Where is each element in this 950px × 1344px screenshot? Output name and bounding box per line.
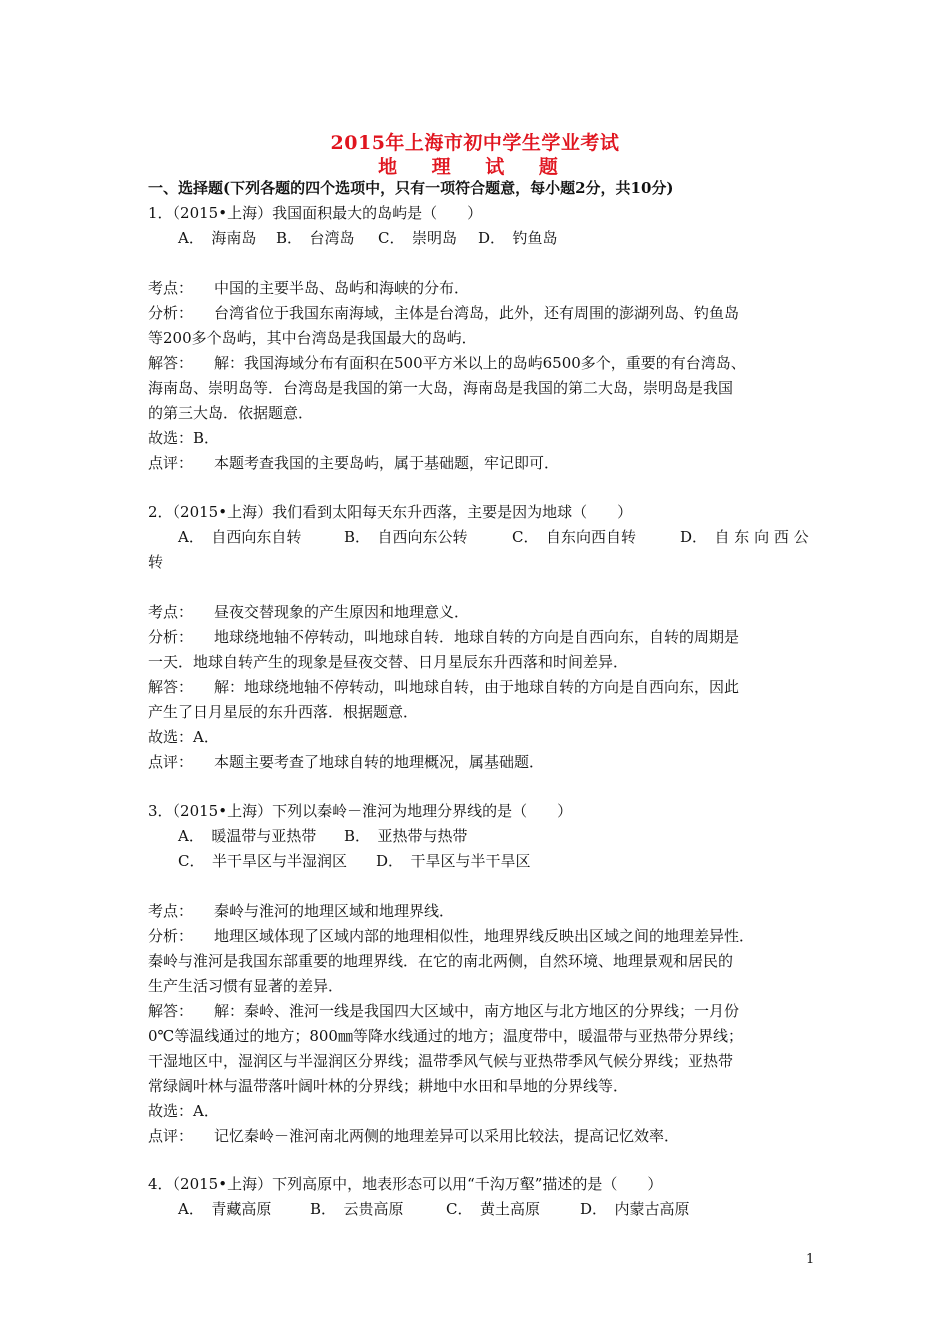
q2-fenxi-text-1: 地球绕地轴不停转动，叫地球自转．地球自转的方向是自西向东，自转的周期是 <box>214 628 740 646</box>
q2-stem: 2．（2015•上海）我们看到太阳每天东升西落，主要是因为地球（ ） <box>148 503 633 521</box>
q1-option-b: B． 台湾岛 <box>276 229 355 247</box>
q4-option-a: A． 青藏高原 <box>178 1200 272 1218</box>
q1-fenxi-text-2: 等200多个岛屿，其中台湾岛是我国最大的岛屿． <box>148 329 477 347</box>
q1-dianping <box>148 453 559 473</box>
q1-option-d: D． 钓鱼岛 <box>478 229 558 247</box>
q2-jieda-label: 解答： <box>148 678 194 696</box>
q2-option-b: B． 自西向东公转 <box>344 528 468 546</box>
q2-jieda <box>148 677 739 697</box>
q1-answer: 故选：B． <box>148 429 220 447</box>
q1-jieda-text-2: 海南岛、崇明岛等．台湾岛是我国的第一大岛，海南岛是我国的第二大岛，崇明岛是我国 <box>148 379 734 397</box>
q2-dianping-label: 点评： <box>148 753 194 771</box>
q1-fenxi-label: 分析： <box>148 304 194 322</box>
q3-fenxi-label: 分析： <box>148 927 194 945</box>
q1-stem: 1．（2015•上海）我国面积最大的岛屿是（ ） <box>148 204 483 222</box>
q3-jieda <box>148 1001 739 1021</box>
q4-stem: 4．（2015•上海）下列高原中，地表形态可以用“千沟万壑”描述的是（ ） <box>148 1175 663 1193</box>
q3-option-d: D． 干旱区与半干旱区 <box>376 852 531 870</box>
q1-jieda-text-1: 解：我国海域分布有面积在500平方米以上的岛屿6500多个，重要的有台湾岛、 <box>214 354 746 372</box>
q1-dianping-label: 点评： <box>148 454 194 472</box>
q2-option-a: A． 自西向东自转 <box>178 528 302 546</box>
section-heading: 一、选择题(下列各题的四个选项中，只有一项符合题意，每小题2分，共10分) <box>148 179 674 197</box>
q4-option-d: D． 内蒙古高原 <box>580 1200 690 1218</box>
q2-option-d-wrap: 转 <box>148 553 164 571</box>
q1-kaodian <box>148 278 469 298</box>
q3-jieda-text-4: 常绿阔叶林与温带落叶阔叶林的分界线；耕地中水田和旱地的分界线等． <box>148 1077 629 1095</box>
q4-option-b: B． 云贵高原 <box>310 1200 404 1218</box>
q2-fenxi-label: 分析： <box>148 628 194 646</box>
q3-fenxi-text-2: 秦岭与淮河是我国东部重要的地理界线．在它的南北两侧，自然环境、地理景观和居民的 <box>148 952 734 970</box>
q3-fenxi-text-3: 生产生活习惯有显著的差异． <box>148 977 344 995</box>
q1-kaodian-label: 考点： <box>148 279 194 297</box>
q3-option-a: A． 暖温带与亚热带 <box>178 827 317 845</box>
q1-kaodian-text: 中国的主要半岛、岛屿和海峡的分布． <box>214 279 470 297</box>
q3-stem: 3．（2015•上海）下列以秦岭－淮河为地理分界线的是（ ） <box>148 802 573 820</box>
q3-jieda-label: 解答： <box>148 1002 194 1020</box>
q3-fenxi <box>148 926 754 946</box>
q2-jieda-text-1: 解：地球绕地轴不停转动，叫地球自转，由于地球自转的方向是自西向东，因此 <box>214 678 740 696</box>
q3-kaodian-text: 秦岭与淮河的地理区域和地理界线． <box>214 902 455 920</box>
exam-subtitle: 地 理 试 题 <box>378 156 572 178</box>
q2-answer: 故选：A． <box>148 728 219 746</box>
q2-kaodian <box>148 602 469 622</box>
q1-fenxi-text-1: 台湾省位于我国东南海域，主体是台湾岛，此外，还有周围的澎湖列岛、钓鱼岛 <box>214 304 740 322</box>
q3-dianping <box>148 1126 679 1146</box>
q1-jieda <box>148 353 746 373</box>
q1-fenxi <box>148 303 739 323</box>
q2-dianping-text: 本题主要考查了地球自转的地理概况，属基础题． <box>214 753 545 771</box>
q3-option-c: C． 半干旱区与半湿润区 <box>178 852 347 870</box>
q2-kaodian-text: 昼夜交替现象的产生原因和地理意义． <box>214 603 470 621</box>
q2-kaodian-label: 考点： <box>148 603 194 621</box>
exam-title: 2015年上海市初中学生学业考试 <box>330 132 620 154</box>
q1-option-a: A． 海南岛 <box>178 229 257 247</box>
q3-dianping-text: 记忆秦岭－淮河南北两侧的地理差异可以采用比较法，提高记忆效率． <box>214 1127 680 1145</box>
page-number: 1 <box>806 1252 815 1267</box>
q3-kaodian-label: 考点： <box>148 902 194 920</box>
q2-fenxi <box>148 627 739 647</box>
q1-option-c: C． 崇明岛 <box>378 229 457 247</box>
q3-jieda-text-2: 0℃等温线通过的地方；800㎜等降水线通过的地方；温度带中，暖温带与亚热带分界线； <box>148 1027 743 1045</box>
q3-answer: 故选：A． <box>148 1102 219 1120</box>
q3-dianping-label: 点评： <box>148 1127 194 1145</box>
q3-option-b: B． 亚热带与热带 <box>344 827 468 845</box>
q1-dianping-text: 本题考查我国的主要岛屿，属于基础题，牢记即可． <box>214 454 560 472</box>
q2-dianping <box>148 752 544 772</box>
q2-option-c: C． 自东向西自转 <box>512 528 636 546</box>
q2-option-d: D． 自 东 向 西 公 <box>680 528 809 546</box>
q3-fenxi-text-1: 地理区域体现了区域内部的地理相似性，地理界线反映出区域之间的地理差异性． <box>214 927 755 945</box>
q2-fenxi-text-2: 一天．地球自转产生的现象是昼夜交替、日月星辰东升西落和时间差异． <box>148 653 629 671</box>
q1-jieda-text-3: 的第三大岛．依据题意． <box>148 404 314 422</box>
q2-jieda-text-2: 产生了日月星辰的东升西落．根据题意． <box>148 703 419 721</box>
q1-jieda-label: 解答： <box>148 354 194 372</box>
q3-jieda-text-3: 干湿地区中，湿润区与半湿润区分界线；温带季风气候与亚热带季风气候分界线；亚热带 <box>148 1052 734 1070</box>
q4-option-c: C． 黄土高原 <box>446 1200 540 1218</box>
q3-jieda-text-1: 解：秦岭、淮河一线是我国四大区域中，南方地区与北方地区的分界线；一月份 <box>214 1002 740 1020</box>
q3-kaodian <box>148 901 454 921</box>
